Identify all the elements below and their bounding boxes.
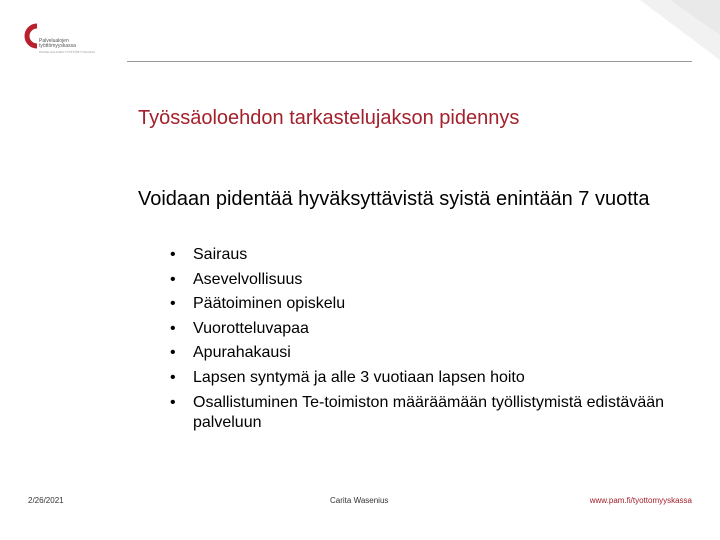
bullet-item: • Osallistuminen Te-toimiston määräämään työllistymistä edistävään palveluun bbox=[168, 393, 708, 433]
header-rule bbox=[127, 61, 692, 62]
logo-line-2: työttömyyskassa bbox=[39, 43, 76, 49]
bullet-item: • Vuorotteluvapaa bbox=[168, 319, 708, 339]
bullet-item: • Sairaus bbox=[168, 245, 708, 265]
footer-date: 2/26/2021 bbox=[28, 496, 64, 505]
footer-url[interactable]: www.pam.fi/tyottomyyskassa bbox=[589, 496, 692, 505]
logo-line-1: Palvelualojen bbox=[39, 38, 69, 44]
bullet-item: • Lapsen syntymä ja alle 3 vuotiaan lapsen hoito bbox=[168, 368, 708, 388]
bullet-item: • Päätoiminen opiskelu bbox=[168, 294, 708, 314]
bullet-list bbox=[168, 245, 708, 437]
logo bbox=[22, 22, 102, 60]
corner-decoration-icon bbox=[640, 0, 720, 60]
footer-author: Carita Wasenius bbox=[330, 496, 389, 505]
bullet-item: • Asevelvollisuus bbox=[168, 270, 708, 290]
logo-tagline: PALVELUALOJEN TYÖTTÖMYYSKASSA bbox=[39, 50, 96, 54]
slide-title: Työssäoloehdon tarkastelujakson pidennys bbox=[138, 107, 520, 129]
intro-text: Voidaan pidentää hyväksyttävistä syistä enintään 7 vuotta bbox=[138, 188, 650, 210]
bullet-item: • Apurahakausi bbox=[168, 343, 708, 363]
logo-text bbox=[39, 39, 95, 55]
